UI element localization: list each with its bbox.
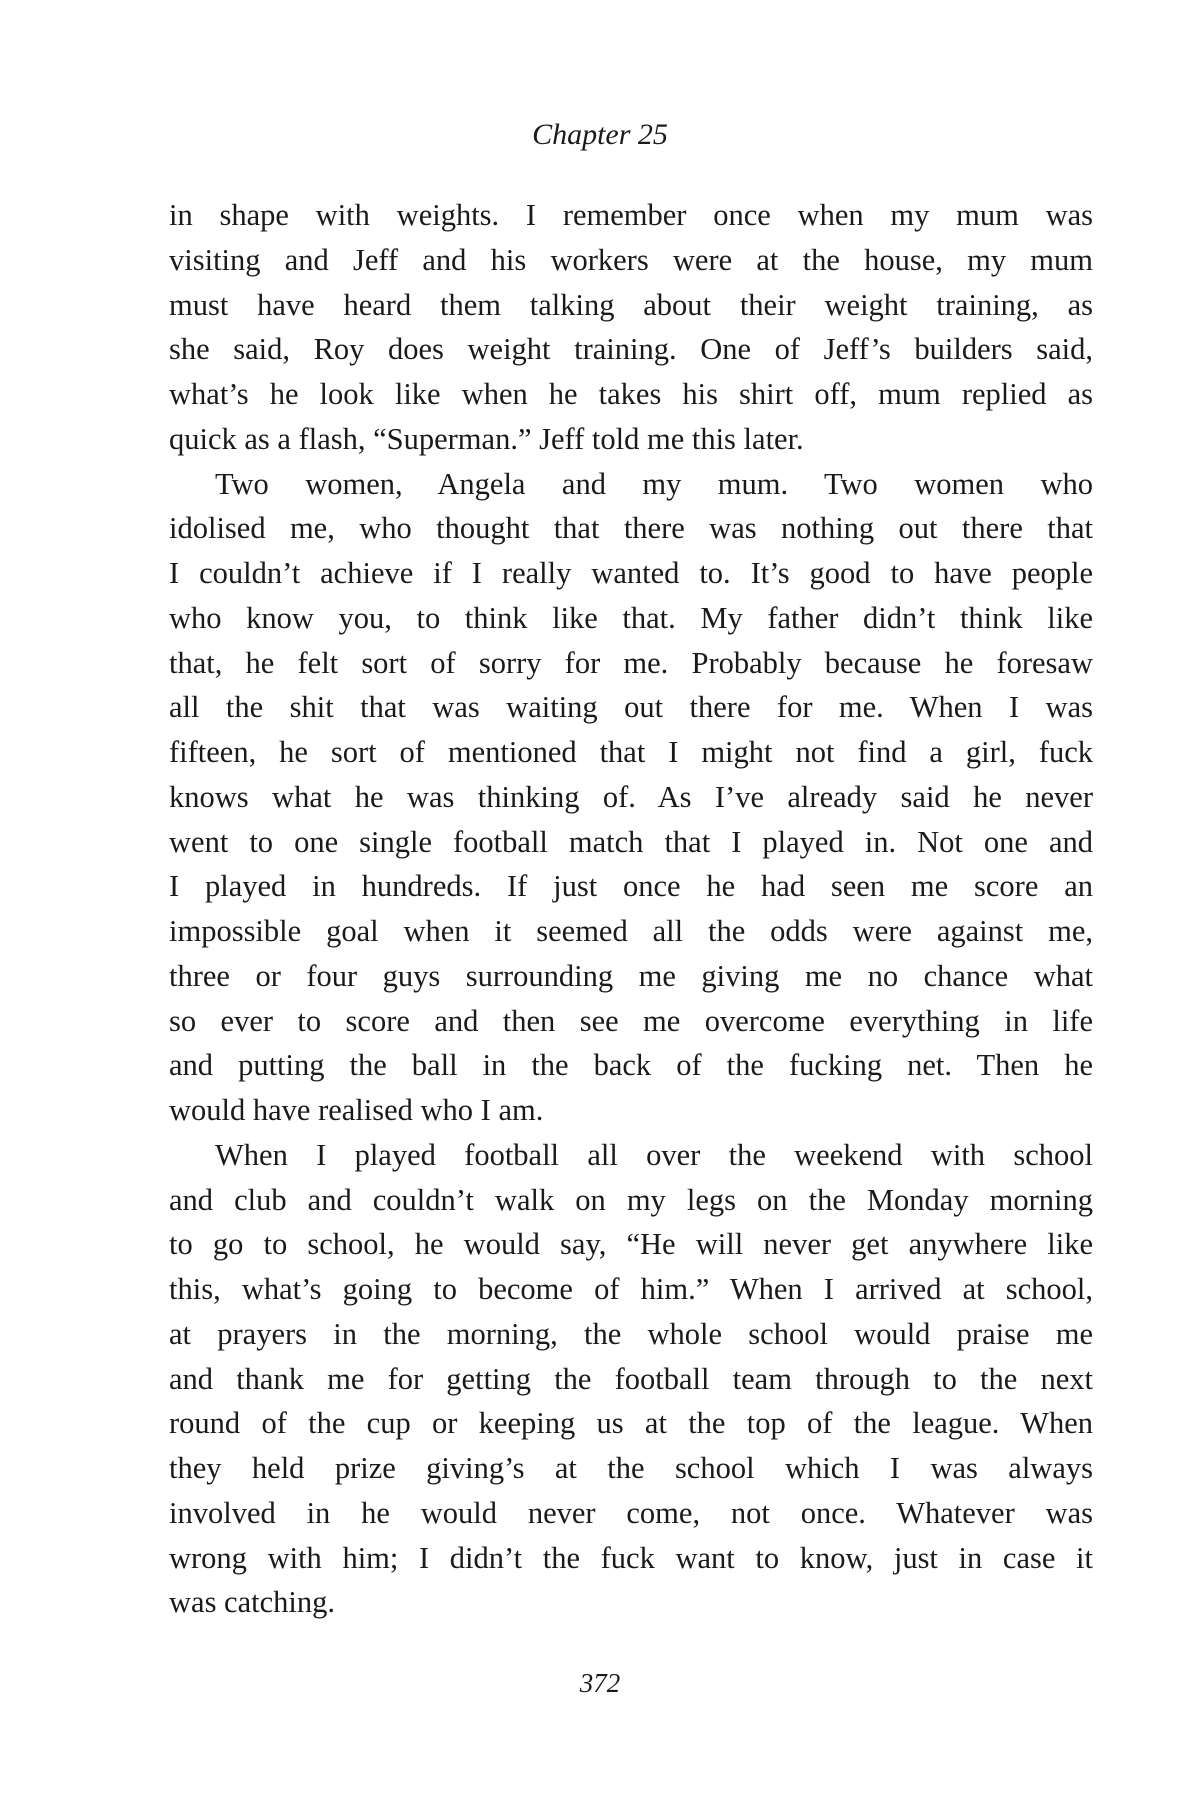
text-line: I played in hundreds. If just once he had seen me score an <box>169 869 1093 904</box>
text-line: impossible goal when it seemed all the odds were against me, <box>169 914 1093 948</box>
text-line: visiting and Jeff and his workers were at the house, my mum <box>169 242 1093 277</box>
text-line: must have heard them talking about their weight training, as <box>169 287 1093 322</box>
text-line: in shape with weights. I remember once when my mum was <box>169 198 1093 232</box>
text-line: involved in he would never come, not once. Whatever was <box>169 1495 1093 1530</box>
text-line: this, what’s going to become of him.” When I arrived at school, <box>169 1272 1093 1306</box>
text-line: I couldn’t achieve if I really wanted to. It’s good to have people <box>169 556 1093 590</box>
text-line: quick as a flash, “Superman.” Jeff told me this later. <box>169 421 804 456</box>
text-line: When I played football all over the weekend with school <box>215 1137 1093 1172</box>
text-line: round of the cup or keeping us at the top of the league. When <box>169 1406 1093 1441</box>
text-line: she said, Roy does weight training. One of Jeff’s builders said, <box>169 332 1093 367</box>
text-line: three or four guys surrounding me giving me no chance what <box>169 958 1093 993</box>
text-line: to go to school, he would say, “He will never get anywhere like <box>169 1227 1093 1262</box>
text-line: and club and couldn’t walk on my legs on the Monday morning <box>169 1182 1093 1217</box>
text-line: and thank me for getting the football team through to the next <box>169 1361 1093 1396</box>
text-line: would have realised who I am. <box>169 1093 544 1127</box>
text-line: fifteen, he sort of mentioned that I might not find a girl, fuck <box>169 735 1093 769</box>
text-line: who know you, to think like that. My father didn’t think like <box>169 600 1093 635</box>
text-line: was catching. <box>169 1585 335 1620</box>
text-line: went to one single football match that I played in. Not one and <box>169 824 1093 859</box>
text-line: and putting the ball in the back of the fucking net. Then he <box>169 1048 1093 1083</box>
text-line: idolised me, who thought that there was nothing out there that <box>169 511 1093 546</box>
text-line: so ever to score and then see me overcome everything in life <box>169 1003 1093 1038</box>
text-line: knows what he was thinking of. As I’ve already said he never <box>169 779 1093 814</box>
paragraph <box>169 1133 1093 1625</box>
text-line: at prayers in the morning, the whole school would praise me <box>169 1316 1093 1351</box>
paragraph <box>169 193 1093 462</box>
body-text <box>169 193 1093 1625</box>
running-header: Chapter 25 <box>532 118 668 151</box>
text-line: that, he felt sort of sorry for me. Probably because he foresaw <box>169 645 1093 680</box>
text-line: what’s he look like when he takes his shirt off, mum replied as <box>169 377 1093 411</box>
page-number: 372 <box>579 1668 621 1698</box>
text-line: all the shit that was waiting out there for me. When I was <box>169 690 1093 725</box>
text-line: wrong with him; I didn’t the fuck want to know, just in case it <box>169 1540 1093 1575</box>
paragraph <box>169 462 1093 1133</box>
text-line: they held prize giving’s at the school which I was always <box>169 1451 1093 1485</box>
text-line: Two women, Angela and my mum. Two women who <box>215 466 1093 501</box>
